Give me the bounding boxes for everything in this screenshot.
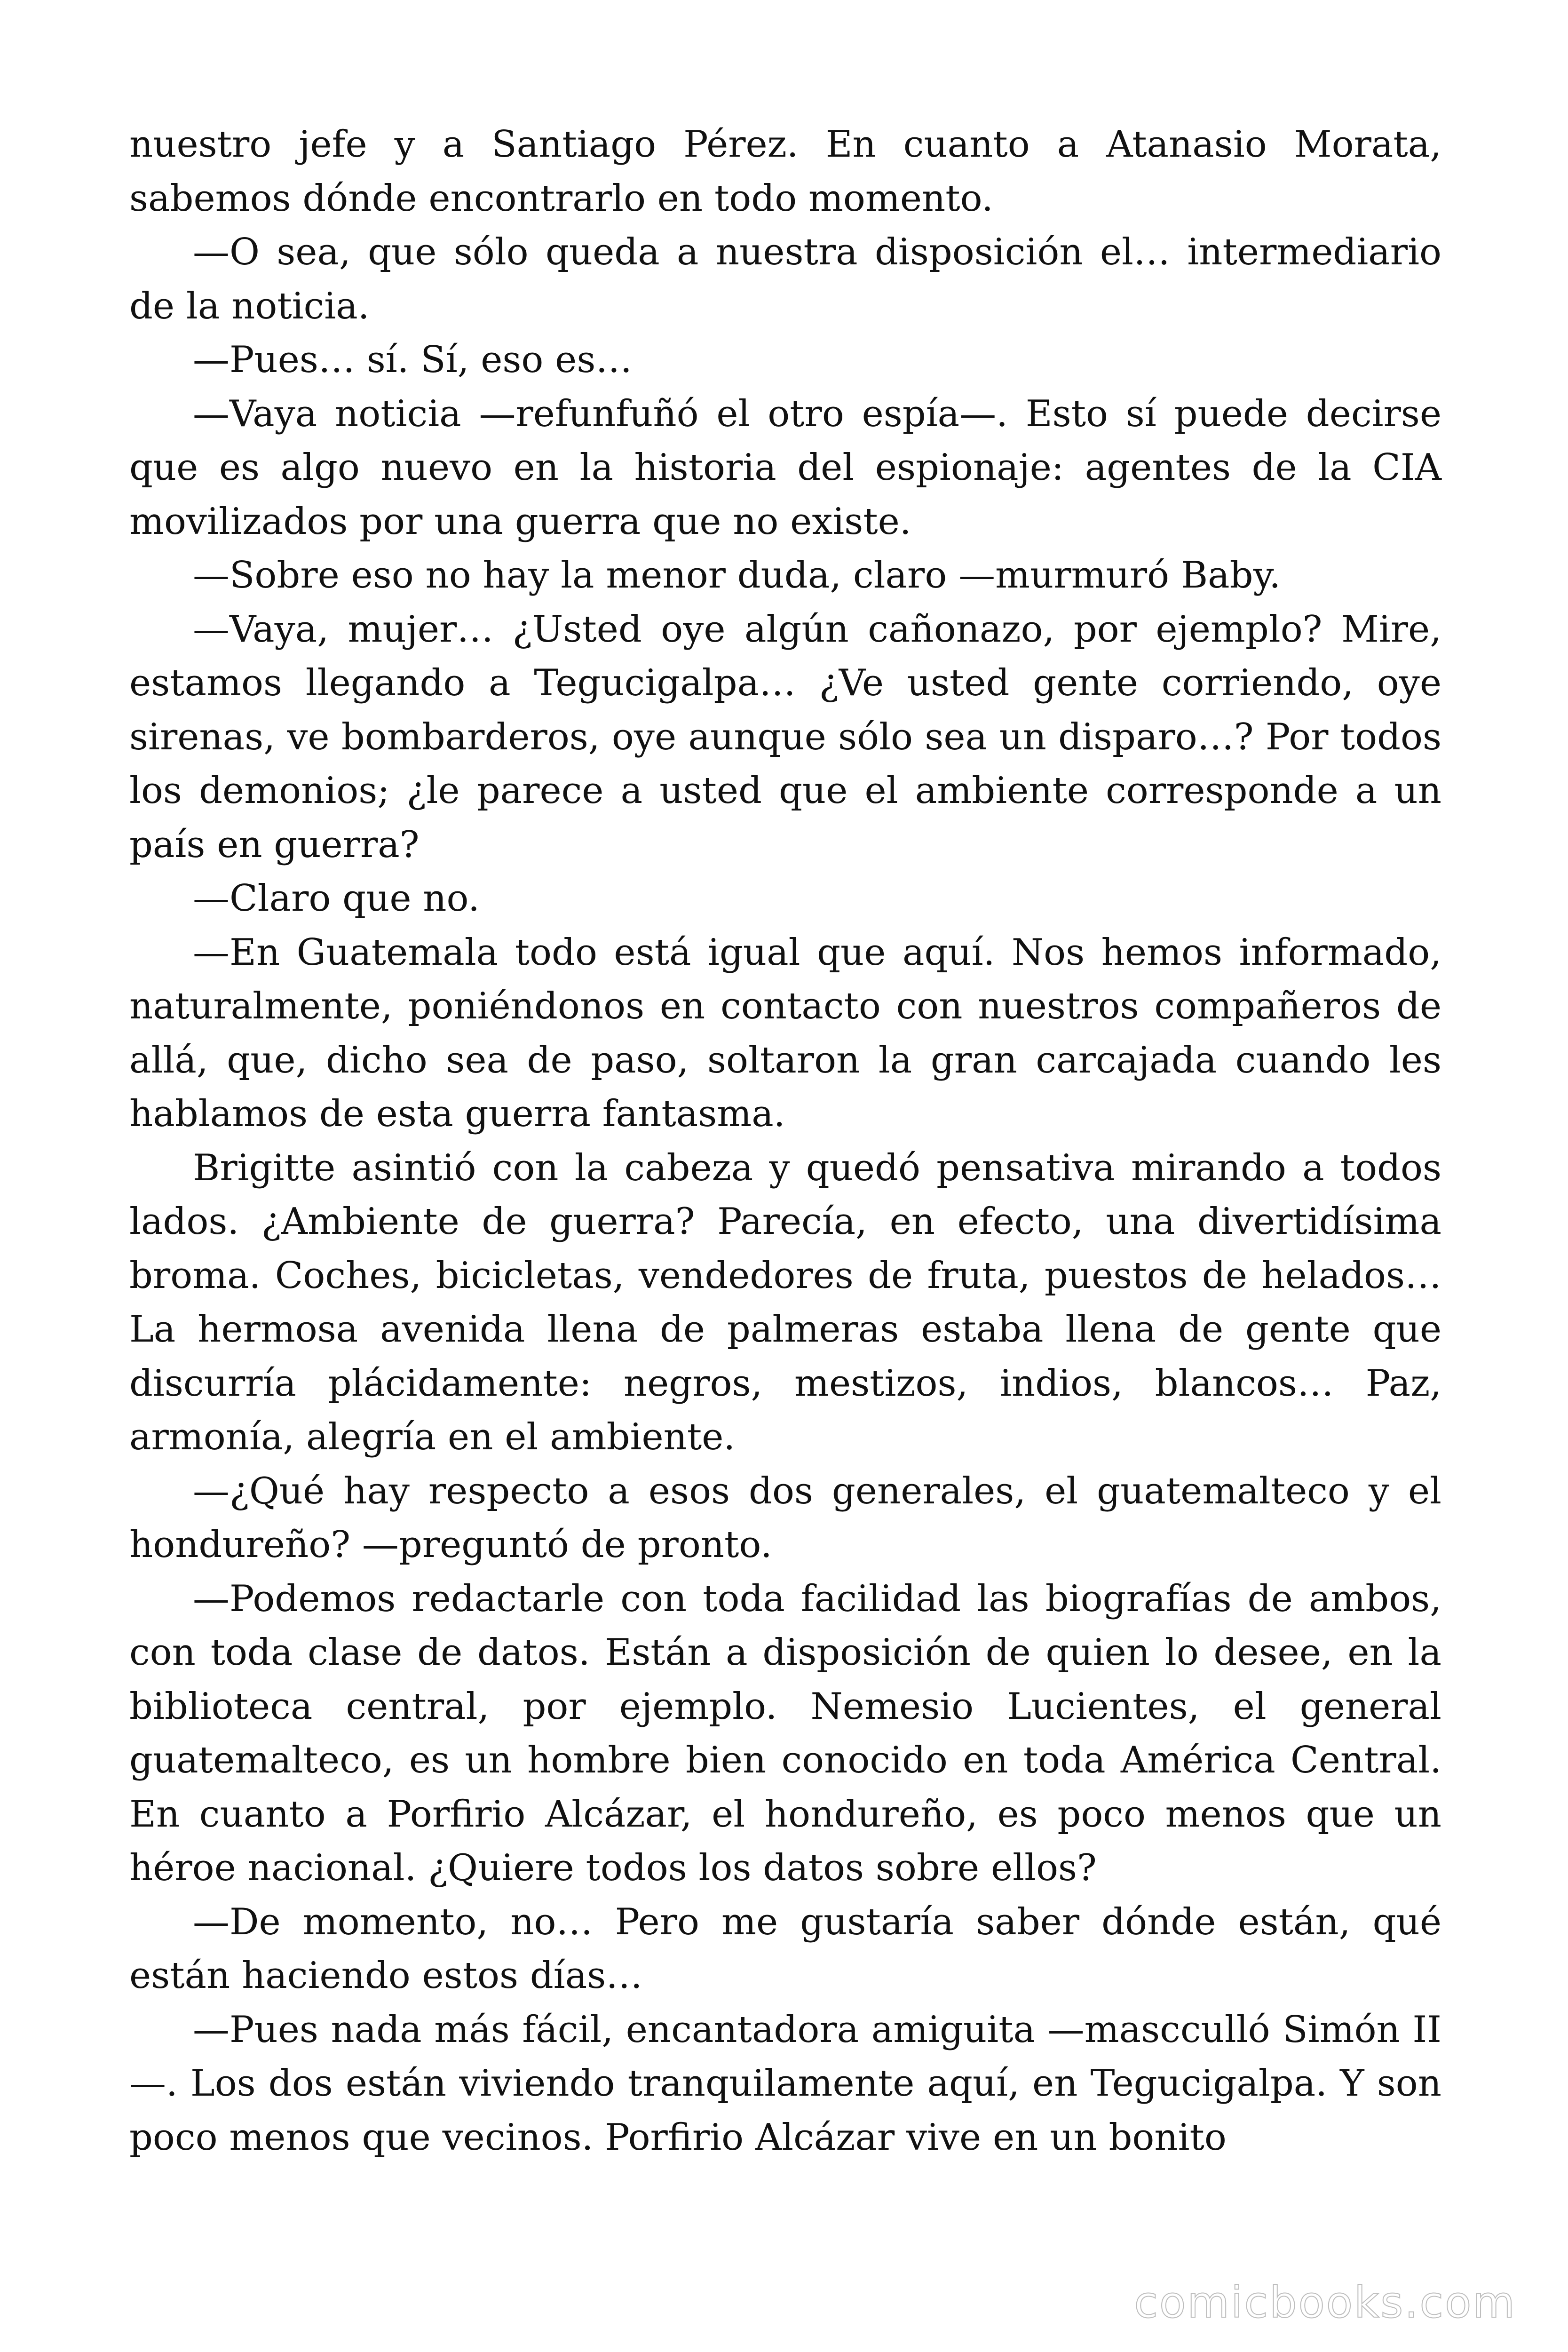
paragraph: —Vaya, mujer… ¿Usted oye algún cañonazo, por ejemplo? Mire, estamos llegando a Tegucigalpa… ¿Ve usted gente corriendo, oye sirenas, ve bombarderos, oye aunque sólo sea un disparo…? Por todos los demonios; ¿le parece a usted que el ambiente corresponde a un país en guerra? [129,608,1441,866]
paragraph: —Pues… sí. Sí, eso es… [193,339,633,381]
paragraph: —De momento, no… Pero me gustaría saber dónde están, qué están haciendo estos días… [129,1900,1441,1997]
paragraph: Brigitte asintió con la cabeza y quedó pensativa mirando a todos lados. ¿Ambiente de guerra? Parecía, en efecto, una divertidísima broma. Coches, bicicletas, vendedores de fruta, puestos de helados… La hermosa avenida llena de palmeras estaba llena de gente que discurría plácidamente: negros, mestizos, indios, blancos… Paz, armonía, alegría en el ambiente. [129,1146,1441,1458]
paragraph: —Vaya noticia —refunfuñó el otro espía—. Esto sí puede decirse que es algo nuevo en la historia del espionaje: agentes de la CIA movilizados por una guerra que no existe. [129,392,1441,543]
site-watermark: comicbooks.com [1134,2277,1516,2328]
paragraph: —Pues nada más fácil, encantadora amiguita —mascculló Simón II—. Los dos están viviendo tranquilamente aquí, en Tegucigalpa. Y son poco menos que vecinos. Porfirio Alcázar vive en un bonito [129,2008,1441,2159]
paragraph: —¿Qué hay respecto a esos dos generales, el guatemalteco y el hondureño? —preguntó de pronto. [129,1470,1441,1566]
paragraph: —O sea, que sólo queda a nuestra disposición el… intermediario de la noticia. [129,231,1441,327]
paragraph: —En Guatemala todo está igual que aquí. Nos hemos informado, naturalmente, poniéndonos en contacto con nuestros compañeros de allá, que, dicho sea de paso, soltaron la gran carcajada cuando les hablamos de esta guerra fantasma. [129,931,1441,1135]
paragraph: —Claro que no. [193,877,480,920]
paragraph: nuestro jefe y a Santiago Pérez. En cuanto a Atanasio Morata, sabemos dónde encontrarlo en todo momento. [129,123,1441,220]
body-text [129,118,1441,2164]
paragraph: —Sobre eso no hay la menor duda, claro —murmuró Baby. [193,554,1281,596]
paragraph: —Podemos redactarle con toda facilidad las biografías de ambos, con toda clase de datos. Están a disposición de quien lo desee, en la biblioteca central, por ejemplo. Nemesio Lucientes, el general guatemalteco, es un hombre bien conocido en toda América Central. En cuanto a Porfirio Alcázar, el hondureño, es poco menos que un héroe nacional. ¿Quiere todos los datos sobre ellos? [129,1577,1441,1889]
